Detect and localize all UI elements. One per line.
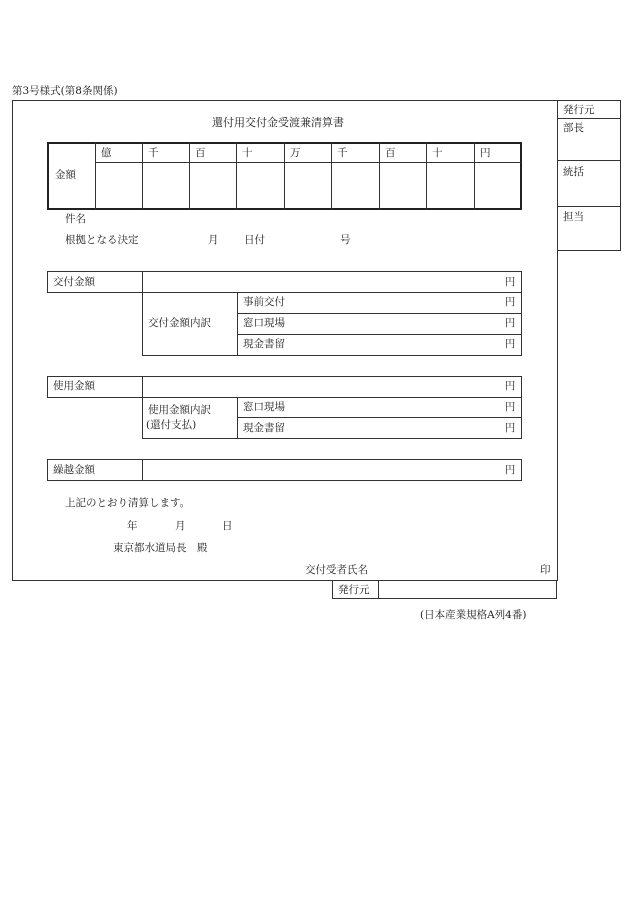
approval-director-label: 部長 [563, 122, 584, 134]
basis-day-label: 日付 [244, 234, 265, 246]
issuer-row-label: 発行元 [338, 584, 370, 596]
amount-label: 金額 [55, 169, 76, 181]
used-breakdown-counter: 窓口現場 [243, 401, 285, 413]
basis-label: 根拠となる決定 [65, 234, 139, 246]
carryover-label: 繰越金額 [53, 464, 95, 476]
basis-number-suffix: 号 [340, 234, 351, 246]
digit-header-hyaku: 百 [385, 147, 396, 159]
digit-header-oku: 億 [101, 147, 112, 159]
approval-staff-label: 担当 [563, 211, 584, 223]
closing-month: 月 [175, 520, 186, 532]
used-amount-yen: 円 [504, 380, 516, 392]
issued-counter-yen: 円 [504, 317, 516, 329]
paper-size-note: (日本産業規格A列4番) [420, 609, 527, 621]
closing-year: 年 [127, 520, 138, 532]
digit-header-sen: 千 [337, 147, 348, 159]
digit-header-juu-man: 十 [242, 147, 253, 159]
digit-header-man: 万 [290, 147, 301, 159]
seal-mark: 印 [540, 564, 551, 576]
form-number: 第3号様式(第8条関係) [12, 85, 118, 97]
used-breakdown-sub: (還付支払) [146, 419, 197, 431]
approval-supervisor-label: 統括 [563, 166, 584, 178]
addressee: 東京都水道局長 殿 [113, 542, 208, 554]
used-registered-yen: 円 [504, 422, 516, 434]
basis-month: 月 [208, 234, 219, 246]
issued-breakdown-counter: 窓口現場 [243, 317, 285, 329]
digit-header-en: 円 [480, 147, 491, 159]
form-title: 還付用交付金受渡兼清算書 [212, 116, 344, 129]
subject-label: 件名 [65, 213, 86, 225]
closing-day: 日 [222, 520, 233, 532]
issued-breakdown-advance: 事前交付 [243, 296, 285, 308]
approval-issuer-label: 発行元 [563, 104, 595, 116]
issued-amount-label: 交付金額 [53, 276, 95, 288]
used-breakdown-registered: 現金書留 [243, 422, 285, 434]
issued-advance-yen: 円 [504, 296, 516, 308]
issued-registered-yen: 円 [504, 338, 516, 350]
digit-header-sen-man: 千 [148, 147, 159, 159]
closing-statement: 上記のとおり清算します。 [65, 497, 191, 509]
carryover-table [47, 459, 522, 481]
used-amount-label: 使用金額 [53, 380, 95, 392]
recipient-name-label: 交付受者氏名 [305, 564, 368, 576]
issued-breakdown-label: 交付金額内訳 [148, 317, 211, 329]
digit-header-hyaku-man: 百 [195, 147, 206, 159]
carryover-yen: 円 [504, 464, 516, 476]
digit-header-juu: 十 [432, 147, 443, 159]
used-breakdown-label: 使用金額内訳 [148, 404, 211, 416]
issued-breakdown-registered: 現金書留 [243, 338, 285, 350]
issued-amount-yen: 円 [504, 276, 516, 288]
used-counter-yen: 円 [504, 401, 516, 413]
